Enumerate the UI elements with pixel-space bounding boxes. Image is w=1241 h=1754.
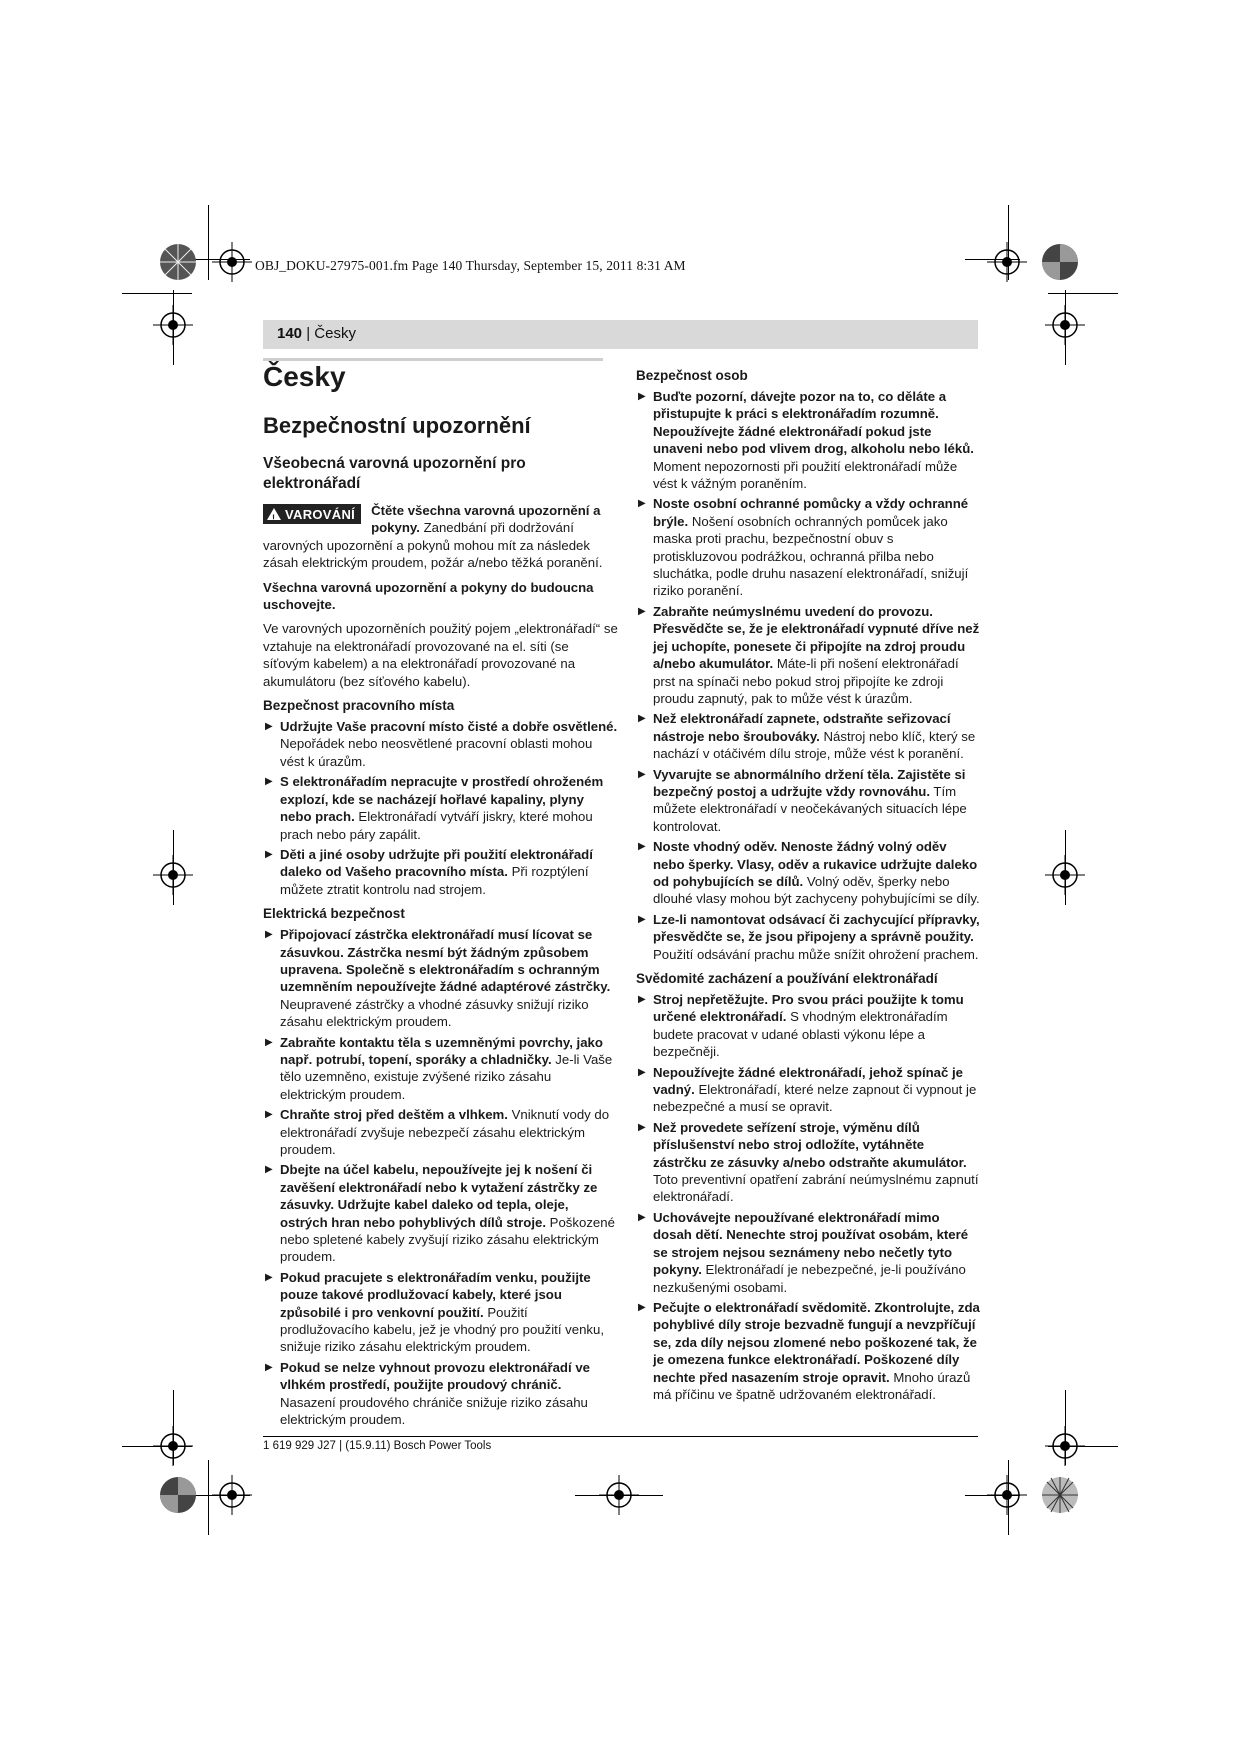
definition-paragraph: Ve varovných upozorněních použitý pojem „elektronářadí“ se vztahuje na elektronářadí provozované na el. síti (se síťovým kabelem) a na elektronářadí provozované na akumulátoru (bez síťového kabelu). bbox=[263, 621, 618, 689]
page-number: 140 bbox=[277, 325, 303, 342]
item-bold-text: S elektronářadím nepracujte v prostředí ohroženém explozí, kde se nacházejí hořlavé kapaliny, plyny nebo prach. bbox=[280, 774, 604, 825]
item-bold-text: Pokud pracujete s elektronářadím venku, použijte pouze takové prodlužovací kabely, které jsou způsobilé i pro venkovní použití. bbox=[280, 1269, 591, 1320]
list-item bbox=[636, 991, 981, 1061]
item-text: Použití prodlužovacího kabelu, jež je vhodný pro použití venku, snižuje riziko zásahu elektrickým proudem. bbox=[280, 1304, 605, 1355]
item-bold-text: Uchovávejte nepoužívané elektronářadí mimo dosah dětí. Nenechte stroj používat osobám, které se strojem nejsou seznámeny nebo nečetly tyto pokyny. bbox=[653, 1209, 969, 1278]
item-bold-text: Buďte pozorní, dávejte pozor na to, co děláte a přistupujte k práci s elektronářadím rozumně. Nepoužívejte žádné elektronářadí pokud jste unaveni nebo pod vlivem drog, alkoholu nebo léků. bbox=[653, 389, 974, 457]
bullet-arrow-icon: ▶ bbox=[265, 1164, 273, 1176]
page-title: Česky bbox=[263, 361, 346, 392]
bullet-arrow-icon: ▶ bbox=[265, 776, 273, 788]
item-text: Mnoho úrazů má příčinu ve špatně udržovaném elektronářadí. bbox=[653, 1369, 971, 1402]
item-text: Toto preventivní opatření zabrání neúmyslnému zapnutí elektronářadí. bbox=[653, 1172, 979, 1205]
section-heading: Bezpečnostní upozornění bbox=[263, 413, 531, 438]
item-bold-text: Děti a jiné osoby udržujte při použití elektronářadí daleko od Vašeho pracovního místa. bbox=[280, 846, 593, 880]
left-column bbox=[263, 360, 618, 1432]
bullet-arrow-icon: ▶ bbox=[265, 848, 273, 860]
list-item bbox=[636, 1299, 981, 1403]
bullet-arrow-icon: ▶ bbox=[638, 1211, 646, 1223]
bullet-arrow-icon: ▶ bbox=[265, 721, 273, 733]
subsection-heading: Všeobecná varovná upozornění pro elektronářadí bbox=[263, 455, 526, 492]
item-text: Elektronářadí vytváří jiskry, které mohou prach nebo páry zapálit. bbox=[280, 809, 593, 842]
item-text: Elektronářadí, které nelze zapnout či vypnout je nebezpečné a musí se opravit. bbox=[653, 1082, 977, 1115]
list-item bbox=[636, 603, 981, 707]
color-registration-icon bbox=[158, 242, 198, 282]
crosshair-icon bbox=[212, 242, 252, 282]
item-text: Tím můžete elektronářadí v neočekávaných situacích lépe kontrolovat. bbox=[653, 783, 967, 834]
warning-triangle-icon: ! bbox=[267, 508, 281, 520]
list-item bbox=[263, 1034, 618, 1104]
item-text: Vniknutí vody do elektronářadí zvyšuje nebezpečí zásahu elektrickým proudem. bbox=[280, 1107, 610, 1157]
item-bold-text: Udržujte Vaše pracovní místo čisté a dobře osvětlené. bbox=[280, 719, 618, 735]
section-title: Bezpečnost osob bbox=[636, 368, 748, 383]
warning-badge: ! VAROVÁNÍ bbox=[263, 504, 361, 524]
list-item bbox=[263, 1269, 618, 1356]
bullet-arrow-icon: ▶ bbox=[265, 929, 273, 941]
item-bold-text: Lze-li namontovat odsávací či zachycující přípravky, přesvědčte se, že jsou připojeny a správně použity. bbox=[653, 911, 980, 945]
crosshair-icon bbox=[987, 1475, 1027, 1515]
bullet-arrow-icon: ▶ bbox=[638, 1301, 646, 1313]
bullet-arrow-icon: ▶ bbox=[638, 994, 646, 1005]
header-separator: | bbox=[306, 325, 311, 342]
item-text: Moment nepozornosti při použití elektronářadí může vést k vážným poraněním. bbox=[653, 458, 958, 492]
page-header bbox=[277, 325, 356, 342]
list-item bbox=[636, 766, 981, 836]
item-bold-text: Stroj nepřetěžujte. Pro svou práci použijte k tomu určené elektronářadí. bbox=[653, 992, 964, 1025]
item-text: S vhodným elektronářadím budete pracovat v udané oblasti výkonu lépe a bezpečněji. bbox=[653, 1009, 948, 1060]
list-item bbox=[636, 838, 981, 908]
list-item bbox=[263, 1161, 618, 1265]
bullet-arrow-icon: ▶ bbox=[638, 498, 646, 510]
crosshair-icon bbox=[153, 855, 193, 895]
item-bold-text: Dbejte na účel kabelu, nepoužívejte jej k nošení či zavěšení elektronářadí nebo k vytažení zástrčky ze zásuvky. Udržujte kabel daleko od tepla, oleje, ostrých hran nebo pohyblivých dílů stroje. bbox=[280, 1162, 598, 1230]
bullet-arrow-icon: ▶ bbox=[265, 1109, 273, 1121]
list-item bbox=[263, 1359, 618, 1429]
footer: 1 619 929 J27 | (15.9.11) Bosch Power Tools bbox=[263, 1440, 492, 1452]
bullet-arrow-icon: ▶ bbox=[265, 1361, 273, 1373]
item-text: Poškozené nebo spletené kabely zvyšují riziko zásahu elektrickým proudem. bbox=[280, 1214, 615, 1265]
item-text: Je-li Vaše tělo uzemněno, existuje zvýšené riziko zásahu elektrickým proudem. bbox=[280, 1051, 613, 1102]
item-text: Volný oděv, šperky nebo dlouhé vlasy mohou být zachyceny pohybujícími se díly. bbox=[653, 873, 980, 907]
list-item bbox=[636, 1119, 981, 1206]
warning-paragraph bbox=[263, 502, 618, 572]
item-bold-text: Než elektronářadí zapnete, odstraňte seřizovací nástroje nebo šroubováky. bbox=[653, 711, 951, 744]
item-text: Nepořádek nebo neosvětlené pracovní oblasti mohou vést k úrazům. bbox=[280, 736, 593, 769]
item-text: Nošení osobních ochranných pomůcek jako maska proti prachu, bezpečnostní obuv s protiskluzovou podrážkou, ochranná přilba nebo sluchátka, podle druhu nasazení elektronářadí, snižují riziko poranění. bbox=[653, 513, 969, 599]
crosshair-icon bbox=[1045, 855, 1085, 895]
list-item bbox=[263, 718, 618, 770]
item-bold-text: Pečujte o elektronářadí svědomitě. Zkontrolujte, zda pohyblivé díly stroje bezvadně fungují a nevzpříčují se, zda díly nejsou zlomené nebo poškozené tak, že je omezena funkce elektronářadí. Poškozené díly nechte před nasazením stroje opravit. bbox=[653, 1299, 980, 1385]
crosshair-icon bbox=[1045, 305, 1085, 345]
crosshair-icon bbox=[599, 1475, 639, 1515]
list-item bbox=[636, 1209, 981, 1296]
right-sections bbox=[636, 367, 981, 1403]
header-language: Česky bbox=[314, 325, 356, 342]
item-text: Použití odsávání prachu může snížit ohrožení prachem. bbox=[653, 946, 979, 962]
crosshair-icon bbox=[212, 1475, 252, 1515]
item-bold-text: Než provedete seřízení stroje, výměnu dílů příslušenství nebo stroj odložíte, vytáhněte zástrčku ze zásuvky a/nebo odstraňte akumulátor. bbox=[653, 1119, 967, 1170]
crosshair-icon bbox=[1045, 1426, 1085, 1466]
color-registration-icon bbox=[1040, 242, 1080, 282]
list-item bbox=[636, 388, 981, 492]
crosshair-icon bbox=[153, 1426, 193, 1466]
list-item bbox=[263, 846, 618, 898]
section-title: Elektrická bezpečnost bbox=[263, 906, 405, 922]
list-item bbox=[263, 773, 618, 843]
page-header-bar bbox=[263, 320, 978, 349]
item-bold-text: Vyvarujte se abnormálního držení těla. Zajistěte si bezpečný postoj a udržujte vždy rovnováhu. bbox=[653, 766, 966, 799]
bullet-arrow-icon: ▶ bbox=[638, 1066, 646, 1078]
list-item bbox=[636, 495, 981, 599]
list-item bbox=[263, 1106, 618, 1158]
item-bold-text: Zabraňte neúmyslnému uvedení do provozu. Přesvědčte se, že je elektronářadí vypnuté dříve než jej uchopíte, ponesete či připojíte na zdroj proudu a/nebo akumulátor. bbox=[653, 603, 980, 672]
bullet-arrow-icon: ▶ bbox=[638, 391, 646, 402]
list-item bbox=[636, 710, 981, 762]
file-info: OBJ_DOKU-27975-001.fm Page 140 Thursday, September 15, 2011 8:31 AM bbox=[255, 258, 686, 273]
item-text: Neupravené zástrčky a vhodné zásuvky snižují riziko zásahu elektrickým proudem. bbox=[280, 996, 589, 1030]
bullet-arrow-icon: ▶ bbox=[638, 913, 646, 925]
item-bold-text: Noste vhodný oděv. Nenoste žádný volný oděv nebo šperky. Vlasy, oděv a rukavice udržujte daleko od pohybujících se dílů. bbox=[653, 839, 978, 889]
bullet-arrow-icon: ▶ bbox=[638, 1121, 646, 1133]
crosshair-icon bbox=[987, 242, 1027, 282]
item-bold-text: Zabraňte kontaktu těla s uzemněnými povrchy, jako např. potrubí, topení, sporáky a chladničky. bbox=[280, 1034, 603, 1067]
warning-bold-text: Čtěte všechna varovná upozornění a pokyny. bbox=[371, 503, 601, 536]
item-text: Při rozptýlení můžete ztratit kontrolu nad strojem. bbox=[280, 864, 589, 897]
color-registration-icon bbox=[158, 1475, 198, 1515]
item-text: Máte-li při nošení elektronářadí prst na spínači nebo pokud stroj připojíte ke zdroji proudu zapnutý, pak to může vést k úrazům. bbox=[653, 656, 959, 706]
bullet-arrow-icon: ▶ bbox=[265, 1036, 273, 1048]
item-text: Nástroj nebo klíč, který se nachází v otáčivém dílu stroje, může vést k poranění. bbox=[653, 728, 976, 762]
bullet-arrow-icon: ▶ bbox=[638, 713, 646, 725]
item-bold-text: Chraňte stroj před deštěm a vlhkem. bbox=[280, 1107, 508, 1123]
item-bold-text: Nepoužívejte žádné elektronářadí, jehož spínač je vadný. bbox=[653, 1064, 963, 1098]
list-item bbox=[636, 1064, 981, 1116]
color-registration-icon bbox=[1040, 1475, 1080, 1515]
warning-text: Zanedbání při dodržování varovných upozornění a pokynů mohou mít za následek zásah elektrickým proudem, požár a/nebo těžká poranění. bbox=[263, 520, 603, 571]
item-bold-text: Pokud se nelze vyhnout provozu elektronářadí ve vlhkém prostředí, použijte proudový chránič. bbox=[280, 1359, 590, 1393]
bullet-arrow-icon: ▶ bbox=[265, 1271, 273, 1283]
item-text: Nasazení proudového chrániče snižuje riziko zásahu elektrickým proudem. bbox=[280, 1394, 588, 1428]
bullet-arrow-icon: ▶ bbox=[638, 768, 646, 780]
crosshair-icon bbox=[153, 305, 193, 345]
item-bold-text: Noste osobní ochranné pomůcky a vždy ochranné brýle. bbox=[653, 496, 969, 529]
bullet-arrow-icon: ▶ bbox=[638, 605, 646, 617]
list-item bbox=[263, 926, 618, 1030]
section-title: Svědomité zacházení a používání elektronářadí bbox=[636, 971, 938, 986]
item-text: Elektronářadí je nebezpečné, je-li používáno nezkušenými osobami. bbox=[653, 1262, 966, 1295]
left-sections bbox=[263, 697, 618, 1428]
list-item bbox=[636, 911, 981, 963]
footer-rule bbox=[263, 1436, 978, 1437]
section-title: Bezpečnost pracovního místa bbox=[263, 698, 455, 714]
bullet-arrow-icon: ▶ bbox=[638, 841, 646, 853]
keep-note: Všechna varovná upozornění a pokyny do budoucna uschovejte. bbox=[263, 579, 594, 613]
right-column bbox=[636, 360, 981, 1406]
item-bold-text: Připojovací zástrčka elektronářadí musí lícovat se zásuvkou. Zástrčka nesmí být žádným způsobem upravena. Společně s elektronářadím s ochranným uzemněním nepoužívejte žádné adaptérové zástrčky. bbox=[280, 927, 611, 995]
